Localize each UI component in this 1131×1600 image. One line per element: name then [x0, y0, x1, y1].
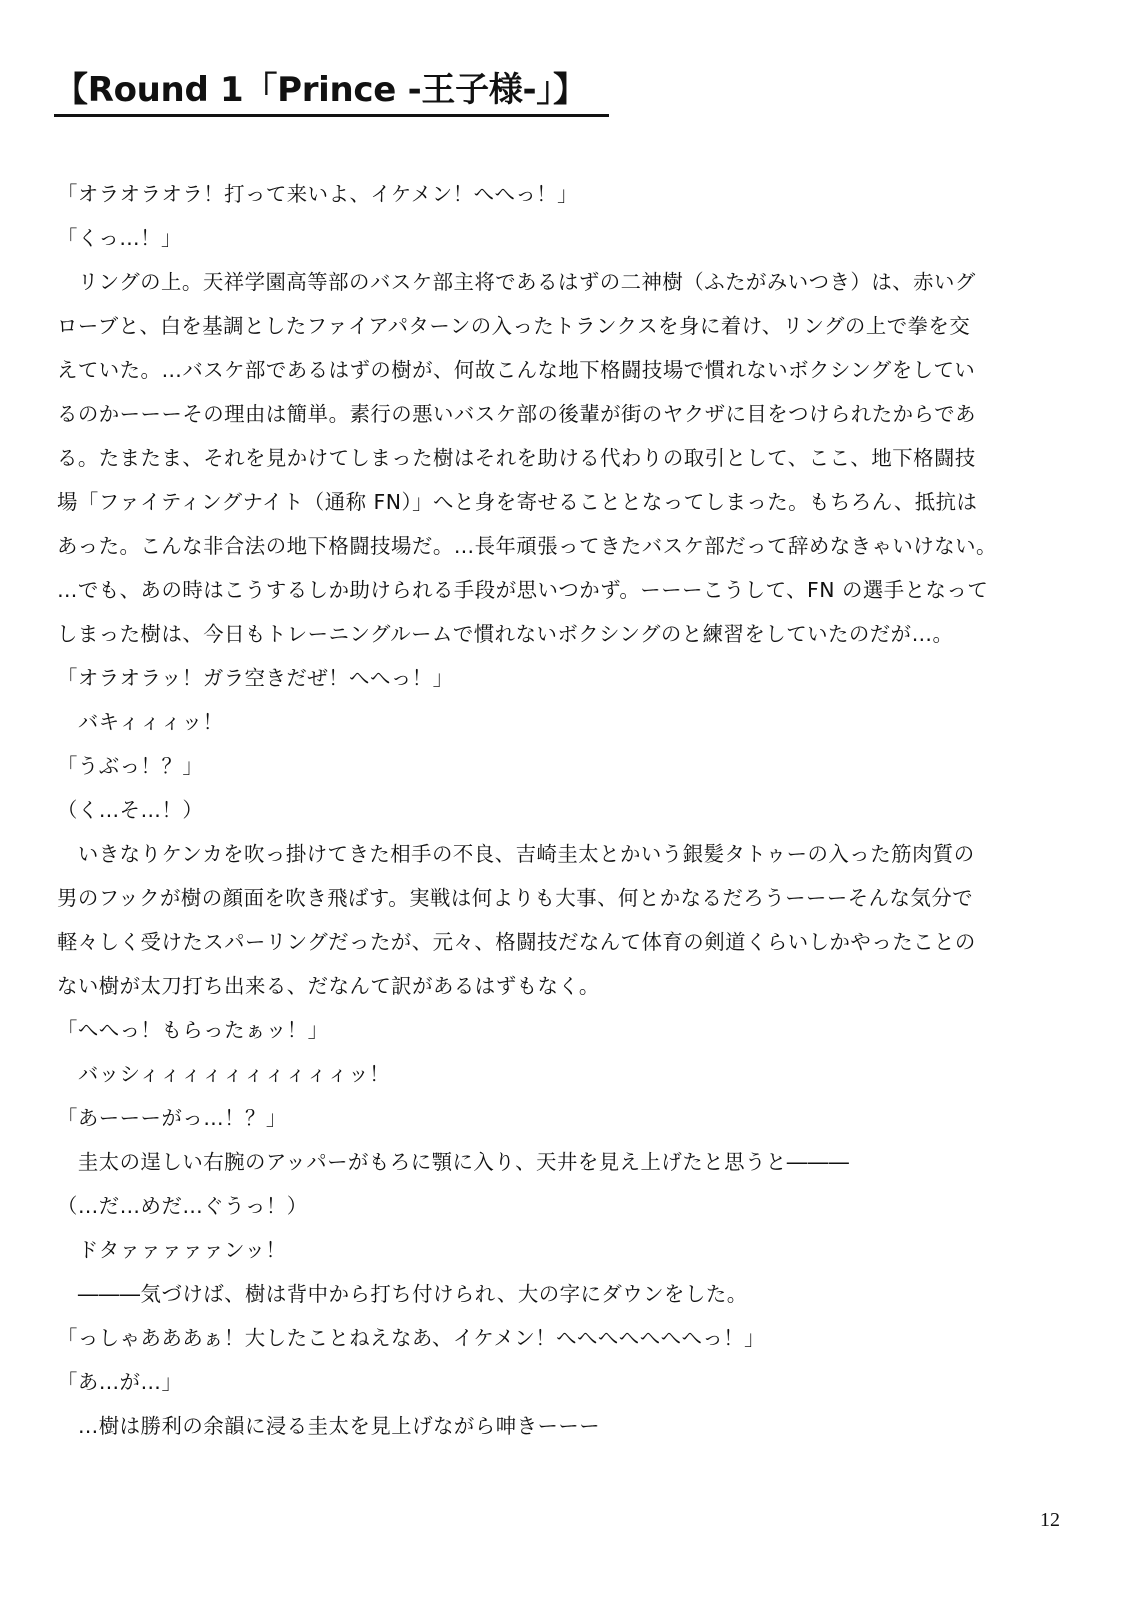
text-line: 場「ファイティングナイト（通称 FN）」へと身を寄せることとなってしまった。もちろん、抵抗は [57, 490, 978, 514]
text-line: 「オラオラオラ！打って来いよ、イケメン！へへっ！」 [57, 182, 579, 206]
text-line: ローブと、白を基調としたファイアパターンの入ったトランクスを身に着け、リングの上で拳を交 [57, 314, 971, 338]
text-line: 「っしゃあああぁ！大したことねえなあ、イケメン！へへへへへへへっ！」 [57, 1326, 766, 1350]
text-line: 「へへっ！もらったぁッ！」 [57, 1018, 329, 1042]
text-line: バッシィィィィィィィィィィッ！ [57, 1062, 391, 1086]
text-line: る。たまたま、それを見かけてしまった樹はそれを助ける代わりの取引として、ここ、地下格闘技 [57, 446, 976, 470]
text-line: しまった樹は、今日もトレーニングルームで慣れないボクシングのと練習をしていたのだが…。 [57, 622, 954, 646]
text-line: 軽々しく受けたスパーリングだったが、元々、格闘技だなんて体育の剣道くらいしかやったことの [57, 930, 976, 954]
text-line: いきなりケンカを吹っ掛けてきた相手の不良、吉崎圭太とかいう銀髪タトゥーの入った筋肉質の [57, 842, 975, 866]
text-line: （…だ…めだ…ぐうっ！） [57, 1194, 308, 1218]
text-line: …でも、あの時はこうするしか助けられる手段が思いつかず。ーーーこうして、FN の選手となって [57, 578, 989, 602]
text-line: バキィィィッ！ [57, 710, 224, 734]
text-line: 「くっ…！」 [57, 226, 182, 250]
text-line: あった。こんな非合法の地下格闘技場だ。…長年頑張ってきたバスケ部だって辞めなきゃいけない。 [57, 534, 997, 558]
text-line: 「あーーーがっ…！？」 [57, 1106, 287, 1130]
page-number: 12 [1040, 1509, 1060, 1531]
text-line: 圭太の逞しい右腕のアッパーがもろに顎に入り、天井を見え上げたと思うと――― [57, 1150, 850, 1174]
text-line: ―――気づけば、樹は背中から打ち付けられ、大の字にダウンをした。 [57, 1282, 748, 1306]
title-underline [54, 114, 609, 117]
text-line: …樹は勝利の余韻に浸る圭太を見上げながら呻きーーー [57, 1414, 601, 1438]
text-line: るのかーーーその理由は簡単。素行の悪いバスケ部の後輩が街のヤクザに目をつけられたからであ [57, 402, 976, 426]
text-line: （く…そ…！） [57, 798, 204, 822]
text-line: ドタァァァァァンッ！ [57, 1238, 287, 1262]
text-line: 「うぶっ！？」 [57, 754, 204, 778]
text-line: リングの上。天祥学園高等部のバスケ部主将であるはずの二神樹（ふたがみいつき）は、赤いグ [57, 270, 976, 294]
story-body [57, 172, 1077, 1448]
text-line: 「オラオラッ！ガラ空きだぜ！へへっ！」 [57, 666, 454, 690]
text-line: 「あ…が…」 [57, 1370, 183, 1394]
text-line: ない樹が太刀打ち出来る、だなんて訳があるはずもなく。 [57, 974, 600, 998]
text-line: えていた。…バスケ部であるはずの樹が、何故こんな地下格闘技場で慣れないボクシングをしてい [57, 358, 976, 382]
text-line: 男のフックが樹の顔面を吹き飛ばす。実戦は何よりも大事、何とかなるだろうーーーそんな気分で [57, 886, 974, 910]
chapter-title: 【Round 1「Prince -王子様-」】 [54, 70, 587, 110]
